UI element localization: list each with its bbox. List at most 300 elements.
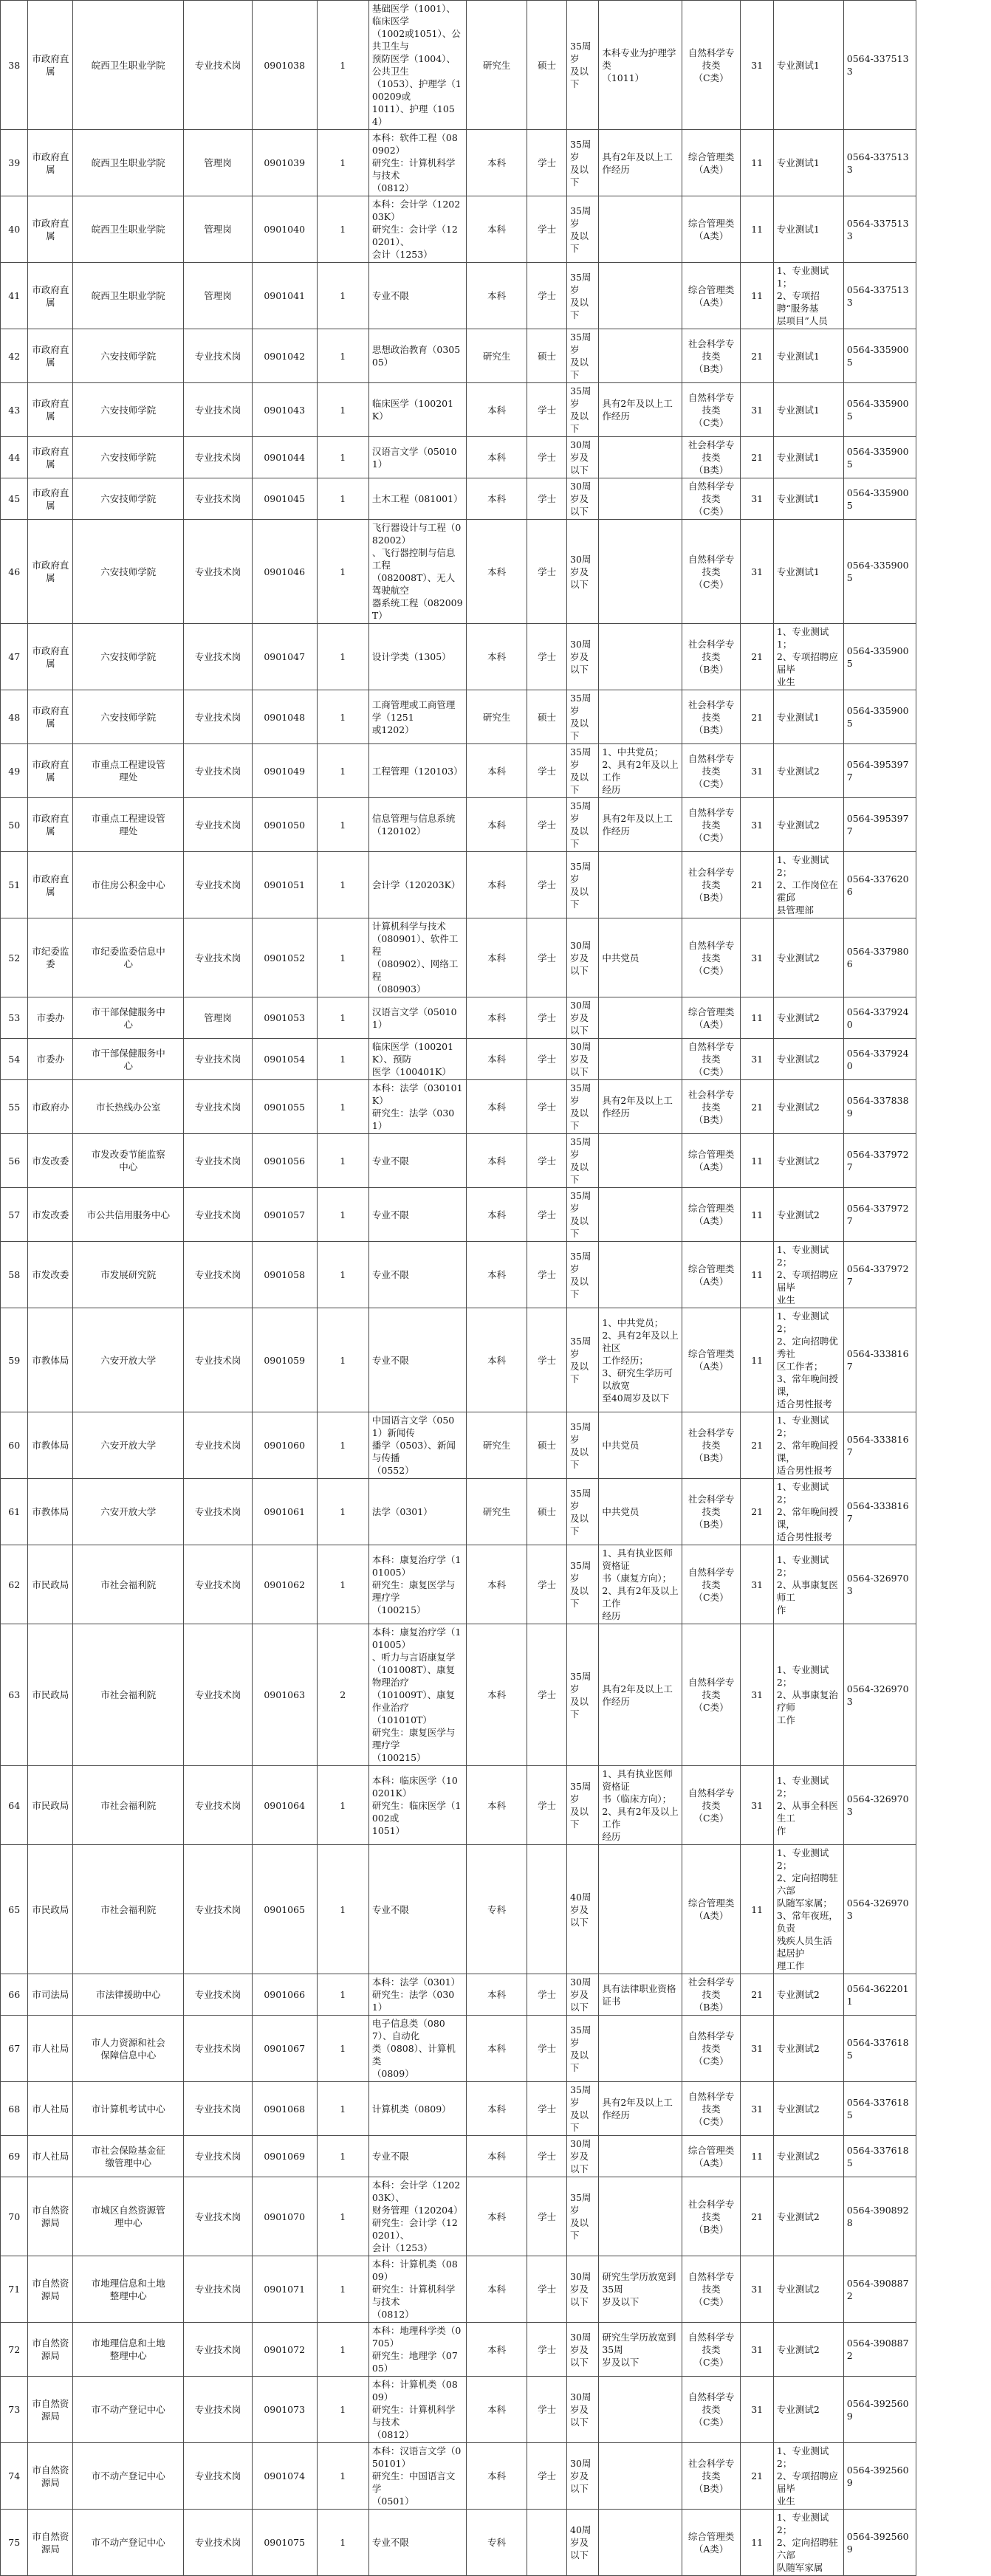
- cell-phone: 0564-3375133: [843, 263, 916, 329]
- cell-post-type: 专业技术岗: [184, 1308, 253, 1412]
- cell-post-code: 0901065: [252, 1845, 317, 1974]
- cell-exam-category: [682, 624, 741, 690]
- cell-exam-category-line: （C类）: [693, 2356, 729, 2368]
- cell-other-requirements: [599, 263, 682, 329]
- cell-headcount: 1: [317, 329, 368, 383]
- cell-remarks-line: 队随军家属；: [776, 1897, 832, 1909]
- table-row: [1, 2082, 991, 2136]
- cell-degree: 学士: [527, 2177, 567, 2256]
- cell-education: 本科: [467, 1080, 527, 1134]
- cell-category-code: 31: [741, 2323, 774, 2377]
- cell-exam-category-line: （C类）: [693, 964, 729, 976]
- cell-exam-category: [682, 329, 741, 383]
- table-row: [1, 918, 991, 997]
- cell-row-no: 68: [1, 2082, 28, 2136]
- cell-post-type: 专业技术岗: [184, 744, 253, 798]
- cell-age: [567, 1080, 599, 1134]
- cell-exam-category-line: 自然科学专技类: [687, 2271, 735, 2295]
- cell-phone: 0564-3269703: [843, 1845, 916, 1974]
- cell-age-line: 35周岁: [570, 41, 591, 64]
- cell-phone: 0564-3378389: [843, 1080, 916, 1134]
- cell-major: [368, 329, 466, 383]
- cell-remarks: [773, 1080, 843, 1134]
- cell-phone: 0564-3379240: [843, 1039, 916, 1080]
- cell-major-line: 计算机类（0809）: [371, 2103, 451, 2115]
- table-row: [1, 798, 991, 852]
- cell-hiring-unit-line: 市人力资源和社会: [91, 2036, 165, 2048]
- cell-major-line: 研究生：计算机科学与技术: [371, 157, 456, 181]
- cell-degree: 硕士: [527, 1412, 567, 1479]
- cell-post-code: 0901060: [252, 1412, 317, 1479]
- cell-other-requirements: [599, 1039, 682, 1080]
- cell-age: [567, 918, 599, 997]
- cell-post-type: 专业技术岗: [184, 1545, 253, 1624]
- cell-major: [368, 1766, 466, 1845]
- cell-remarks-line: 1、专业测试1；: [776, 265, 829, 289]
- cell-hiring-unit: [73, 997, 184, 1039]
- cell-exam-category-line: 综合管理类: [687, 2144, 735, 2156]
- cell-phone: 0564-3338167: [843, 1479, 916, 1545]
- cell-department: 市教体局: [28, 1412, 73, 1479]
- cell-hiring-unit: 市不动产登记中心: [73, 2443, 184, 2510]
- cell-row-no: 45: [1, 478, 28, 520]
- cell-major: [368, 478, 466, 520]
- cell-age-line: 及以下: [570, 1161, 589, 1185]
- cell-major-line: 会计学（120203K）: [371, 879, 461, 890]
- cell-other-requirements: [599, 1308, 682, 1412]
- cell-exam-category-line: 自然科学专技类: [687, 2090, 735, 2115]
- cell-remarks-line: 1、专业测试2；: [776, 1847, 829, 1871]
- cell-exam-category: [682, 2016, 741, 2082]
- cell-degree: 学士: [527, 2136, 567, 2177]
- cell-education: 本科: [467, 1039, 527, 1080]
- cell-department: 市政府直属: [28, 798, 73, 852]
- cell-row-no: 43: [1, 383, 28, 437]
- cell-age-line: 以下: [570, 664, 589, 675]
- cell-remarks: [773, 1974, 843, 2016]
- table-row: [1, 1412, 991, 1479]
- cell-post-code: 0901069: [252, 2136, 317, 2177]
- cell-hiring-unit: 皖西卫生职业学院: [73, 130, 184, 196]
- cell-headcount: 1: [317, 1242, 368, 1308]
- cell-exam-category: [682, 2136, 741, 2177]
- cell-exam-category-line: （A类）: [693, 1275, 729, 1287]
- cell-department: 市自然资源局: [28, 2443, 73, 2510]
- cell-phone: 0564-3622011: [843, 1974, 916, 2016]
- cell-exam-category: [682, 130, 741, 196]
- cell-other-requirements-line: （1011）: [602, 72, 645, 83]
- cell-exam-category-line: 自然科学专技类: [687, 2030, 735, 2054]
- cell-remarks: [773, 2323, 843, 2377]
- cell-age-line: 以下: [570, 2002, 589, 2013]
- cell-row-no: 69: [1, 2136, 28, 2177]
- cell-remarks-line: 专业测试2: [776, 1989, 820, 2000]
- cell-headcount: 1: [317, 1845, 368, 1974]
- cell-phone: 0564-3925609: [843, 2510, 916, 2576]
- cell-age-line: 30周岁及: [570, 439, 591, 463]
- cell-major-line: （0812）: [371, 182, 414, 193]
- cell-major-line: （080903）: [371, 983, 426, 995]
- cell-headcount: 1: [317, 383, 368, 437]
- cell-headcount: 1: [317, 1308, 368, 1412]
- cell-other-requirements: [599, 997, 682, 1039]
- cell-education: 本科: [467, 2256, 527, 2323]
- cell-education: 本科: [467, 478, 527, 520]
- cell-major: [368, 1188, 466, 1242]
- cell-degree: 学士: [527, 2256, 567, 2323]
- cell-post-code: 0901071: [252, 2256, 317, 2323]
- cell-other-requirements: [599, 383, 682, 437]
- cell-category-code: 11: [741, 2136, 774, 2177]
- table-row: [1, 437, 991, 478]
- cell-other-requirements: [599, 690, 682, 744]
- cell-age: [567, 1974, 599, 2016]
- cell-exam-category: [682, 1624, 741, 1766]
- cell-education: 本科: [467, 2136, 527, 2177]
- cell-age-line: 40周岁及: [570, 1891, 591, 1915]
- cell-department: 市政府直属: [28, 520, 73, 624]
- cell-age-line: 35周岁: [570, 138, 591, 162]
- cell-hiring-unit: 市社会福利院: [73, 1624, 184, 1766]
- cell-degree: 硕士: [527, 1, 567, 130]
- cell-exam-category: [682, 1242, 741, 1308]
- cell-major-line: 飞行器设计与工程（082002）: [371, 522, 462, 546]
- cell-remarks: [773, 2377, 843, 2443]
- cell-post-code: 0901058: [252, 1242, 317, 1308]
- cell-major-line: 会计（1253）: [371, 249, 433, 260]
- cell-exam-category: [682, 1, 741, 130]
- cell-major-line: 本科：法学（0301）: [371, 1976, 461, 1988]
- cell-hiring-unit: [73, 1039, 184, 1080]
- cell-major-line: （080901）、软件工程: [371, 933, 459, 957]
- cell-hiring-unit: [73, 798, 184, 852]
- cell-remarks: [773, 383, 843, 437]
- cell-exam-category-line: 综合管理类: [687, 217, 735, 229]
- cell-degree: 学士: [527, 130, 567, 196]
- cell-age-line: 及以下: [570, 1695, 589, 1720]
- cell-post-code: 0901041: [252, 263, 317, 329]
- cell-major-line: 基础医学（1001）、临床医学: [371, 3, 456, 27]
- cell-headcount: 1: [317, 2177, 368, 2256]
- cell-age-line: 35周岁: [570, 332, 591, 355]
- cell-remarks-line: 1、专业测试2；: [776, 1774, 829, 1799]
- cell-remarks-line: 专业测试1: [776, 493, 820, 504]
- cell-post-type: 专业技术岗: [184, 1766, 253, 1845]
- cell-education: 本科: [467, 1974, 527, 2016]
- cell-exam-category-line: （A类）: [693, 230, 729, 241]
- cell-major: [368, 2016, 466, 2082]
- cell-remarks: [773, 1845, 843, 1974]
- cell-exam-category-line: 综合管理类: [687, 151, 735, 162]
- cell-age-line: 35周岁: [570, 1136, 591, 1160]
- cell-hiring-unit-line: 市纪委监委信息中: [91, 946, 165, 957]
- cell-age: [567, 690, 599, 744]
- cell-major: [368, 437, 466, 478]
- cell-other-requirements: [599, 798, 682, 852]
- cell-row-no: 48: [1, 690, 28, 744]
- cell-row-no: 67: [1, 2016, 28, 2082]
- cell-other-requirements: [599, 437, 682, 478]
- cell-post-code: 0901039: [252, 130, 317, 196]
- cell-age-line: 30周岁及: [570, 481, 591, 504]
- cell-age: [567, 624, 599, 690]
- cell-post-code: 0901066: [252, 1974, 317, 2016]
- cell-post-type: 管理岗: [184, 130, 253, 196]
- cell-remarks: [773, 2082, 843, 2136]
- cell-degree: 学士: [527, 437, 567, 478]
- cell-other-requirements-line: 经历: [602, 1831, 621, 1842]
- cell-post-code: 0901061: [252, 1479, 317, 1545]
- cell-remarks-line: 1、专业测试2；: [776, 1553, 829, 1578]
- cell-row-no: 74: [1, 2443, 28, 2510]
- cell-hiring-unit: 六安技师学院: [73, 520, 184, 624]
- cell-exam-category: [682, 1188, 741, 1242]
- cell-age-line: 30周岁及: [570, 2271, 591, 2295]
- cell-remarks-line: 专业测试1: [776, 224, 820, 235]
- cell-degree: 学士: [527, 852, 567, 918]
- cell-row-no: 39: [1, 130, 28, 196]
- cell-other-requirements-line: 1、具有执业医师资格证: [602, 1768, 673, 1792]
- cell-major: [368, 918, 466, 997]
- cell-major-line: （0812）: [371, 2309, 414, 2320]
- cell-other-requirements: [599, 918, 682, 997]
- cell-hiring-unit: 皖西卫生职业学院: [73, 1, 184, 130]
- cell-department: 市政府直属: [28, 196, 73, 263]
- cell-exam-category: [682, 2323, 741, 2377]
- cell-remarks-line: 专业测试2: [776, 2404, 820, 2415]
- cell-exam-category-line: 综合管理类: [687, 1203, 735, 1214]
- cell-other-requirements-line: 研究生学历放宽到35周: [602, 2271, 676, 2295]
- cell-row-no: 64: [1, 1766, 28, 1845]
- cell-degree: 学士: [527, 1242, 567, 1308]
- cell-remarks-line: 2、从事全科医生工: [776, 1799, 838, 1824]
- cell-post-type: 专业技术岗: [184, 2177, 253, 2256]
- cell-age: [567, 1545, 599, 1624]
- cell-category-code: 31: [741, 2082, 774, 2136]
- cell-major: [368, 1545, 466, 1624]
- cell-other-requirements-line: 具有2年及以上工作经历: [602, 1683, 673, 1707]
- cell-post-type: 专业技术岗: [184, 1080, 253, 1134]
- cell-other-requirements: [599, 624, 682, 690]
- table-row: [1, 2016, 991, 2082]
- table-row: [1, 852, 991, 918]
- cell-age-line: 及以下: [570, 1446, 589, 1470]
- cell-education: 本科: [467, 1624, 527, 1766]
- cell-hiring-unit-line: 心: [123, 1018, 134, 1030]
- cell-age-line: 以下: [570, 2356, 589, 2368]
- cell-other-requirements: [599, 1134, 682, 1188]
- cell-exam-category: [682, 744, 741, 798]
- cell-phone: 0564-3379727: [843, 1134, 916, 1188]
- cell-major-line: 研究生：地理学（0705）: [371, 2350, 458, 2374]
- cell-exam-category-line: （B类）: [693, 892, 729, 903]
- cell-other-requirements: [599, 1479, 682, 1545]
- cell-category-code: 21: [741, 1080, 774, 1134]
- table-row: [1, 997, 991, 1039]
- table-row: [1, 2510, 991, 2576]
- cell-exam-category: [682, 1039, 741, 1080]
- cell-major-line: 本科：法学（030101K）: [371, 1082, 463, 1106]
- cell-phone: 0564-3379806: [843, 918, 916, 997]
- cell-headcount: 1: [317, 2136, 368, 2177]
- cell-remarks: [773, 1, 843, 130]
- cell-exam-category-line: （B类）: [693, 1519, 729, 1530]
- cell-exam-category-line: （B类）: [693, 2223, 729, 2235]
- cell-age: [567, 329, 599, 383]
- cell-department: 市政府办: [28, 1080, 73, 1134]
- table-row: [1, 1545, 991, 1624]
- cell-hiring-unit: 六安技师学院: [73, 437, 184, 478]
- cell-remarks-line: 专业测试1: [776, 566, 820, 577]
- cell-major-line: （1053）、护理学（100209或: [371, 78, 462, 102]
- cell-degree: 学士: [527, 2016, 567, 2082]
- cell-age: [567, 1412, 599, 1479]
- cell-post-code: 0901038: [252, 1, 317, 130]
- cell-exam-category-line: （A类）: [693, 1361, 729, 1372]
- cell-exam-category-line: （B类）: [693, 464, 729, 475]
- cell-age-line: 及以下: [570, 885, 589, 910]
- cell-major-line: 本科：会计学（120203K）: [371, 199, 461, 222]
- cell-category-code: 31: [741, 1766, 774, 1845]
- cell-exam-category-line: 自然科学专技类: [687, 553, 735, 577]
- cell-exam-category: [682, 2082, 741, 2136]
- cell-degree: 学士: [527, 918, 567, 997]
- cell-exam-category: [682, 1308, 741, 1412]
- cell-remarks-line: 业生: [776, 1294, 795, 1305]
- cell-age-line: 以下: [570, 1066, 589, 1077]
- cell-age-line: 及以下: [570, 1361, 589, 1384]
- cell-other-requirements: [599, 2323, 682, 2377]
- cell-age-line: 及以下: [570, 2217, 589, 2241]
- cell-degree: [527, 2510, 567, 2576]
- cell-remarks-line: 专业测试1: [776, 157, 820, 168]
- cell-post-code: 0901073: [252, 2377, 317, 2443]
- cell-phone: 0564-3925609: [843, 2377, 916, 2443]
- cell-age-line: 及以下: [570, 66, 589, 89]
- cell-category-code: 21: [741, 2443, 774, 2510]
- cell-major-line: （100215）: [371, 1604, 426, 1615]
- cell-other-requirements-line: 书（康复方向）；: [602, 1573, 672, 1584]
- cell-major-line: 类（0808）、计算机类: [371, 2043, 456, 2067]
- cell-other-requirements-line: 1、中共党员；: [602, 1316, 664, 1328]
- cell-post-type: 管理岗: [184, 997, 253, 1039]
- cell-remarks: [773, 852, 843, 918]
- cell-major-line: 研究生：临床医学（1002或: [371, 1799, 462, 1824]
- cell-major-line: 工程管理（120103）: [371, 765, 463, 777]
- cell-education: 研究生: [467, 329, 527, 383]
- cell-other-requirements: [599, 196, 682, 263]
- cell-post-code: 0901072: [252, 2323, 317, 2377]
- table-row: [1, 520, 991, 624]
- cell-major-line: 临床医学（100201K）: [371, 398, 454, 422]
- cell-age-line: 35周岁: [570, 1082, 591, 1106]
- cell-exam-category-line: 自然科学专技类: [687, 1566, 735, 1590]
- cell-remarks-line: 业生: [776, 676, 795, 687]
- cell-remarks-line: 2、专项招聘应届毕: [776, 1269, 838, 1293]
- cell-age-line: 30周岁及: [570, 553, 591, 577]
- cell-major-line: 专业不限: [371, 1903, 409, 1915]
- table-row: [1, 744, 991, 798]
- cell-age-line: 及以下: [570, 1107, 589, 1131]
- cell-major-line: （101009T）、康复作业治疗: [371, 1689, 456, 1713]
- cell-major: [368, 1412, 466, 1479]
- cell-exam-category-line: 综合管理类: [687, 2530, 735, 2542]
- cell-row-no: 52: [1, 918, 28, 997]
- cell-age-line: 35周岁: [570, 2192, 591, 2216]
- table-row: [1, 130, 991, 196]
- cell-department: 市民政局: [28, 1845, 73, 1974]
- cell-row-no: 53: [1, 997, 28, 1039]
- cell-major-line: 电子信息类（0807）、自动化: [371, 2018, 445, 2041]
- cell-category-code: 31: [741, 798, 774, 852]
- cell-major: [368, 1845, 466, 1974]
- cell-remarks: [773, 1242, 843, 1308]
- cell-age: [567, 1845, 599, 1974]
- cell-department: 市纪委监委: [28, 918, 73, 997]
- cell-phone: 0564-3338167: [843, 1308, 916, 1412]
- cell-category-code: 11: [741, 2510, 774, 2576]
- cell-headcount: 1: [317, 1479, 368, 1545]
- cell-age-line: 30周岁及: [570, 1976, 591, 2000]
- cell-phone: 0564-3359005: [843, 478, 916, 520]
- cell-headcount: 1: [317, 2377, 368, 2443]
- cell-age: [567, 263, 599, 329]
- cell-other-requirements: [599, 478, 682, 520]
- cell-exam-category: [682, 852, 741, 918]
- cell-other-requirements: [599, 2177, 682, 2256]
- cell-education: 本科: [467, 2177, 527, 2256]
- cell-post-type: 专业技术岗: [184, 1039, 253, 1080]
- cell-major-line: 研究生：会计学（120201）、: [371, 2217, 458, 2241]
- cell-age-line: 35周岁: [570, 1781, 591, 1804]
- cell-major-line: 研究生：法学（0301）: [371, 1989, 455, 2013]
- cell-major-line: 、飞行器控制与信息工程: [371, 547, 456, 571]
- cell-exam-category-line: （B类）: [693, 1113, 729, 1125]
- cell-hiring-unit: [73, 2256, 184, 2323]
- cell-remarks: [773, 2443, 843, 2510]
- cell-post-code: 0901047: [252, 624, 317, 690]
- cell-remarks-line: 2、专项招聘应届毕: [776, 651, 838, 675]
- cell-education: 本科: [467, 520, 527, 624]
- cell-age-line: 以下: [570, 1916, 589, 1928]
- cell-age-line: 35周岁: [570, 2024, 591, 2048]
- cell-phone: 0564-3359005: [843, 383, 916, 437]
- cell-post-code: 0901052: [252, 918, 317, 997]
- cell-age-line: 35周岁: [570, 800, 591, 824]
- cell-exam-category: [682, 2443, 741, 2510]
- cell-department: 市人社局: [28, 2016, 73, 2082]
- cell-exam-category: [682, 383, 741, 437]
- cell-post-type: 专业技术岗: [184, 1188, 253, 1242]
- cell-exam-category-line: （B类）: [693, 1452, 729, 1463]
- cell-major-line: （100215）: [371, 1752, 426, 1763]
- cell-other-requirements: [599, 2256, 682, 2323]
- cell-headcount: 1: [317, 437, 368, 478]
- cell-age-line: 30周岁及: [570, 939, 591, 964]
- cell-major-line: （0809）: [371, 2068, 414, 2079]
- cell-hiring-unit: 六安技师学院: [73, 383, 184, 437]
- cell-post-type: 专业技术岗: [184, 2377, 253, 2443]
- cell-department: 市自然资源局: [28, 2256, 73, 2323]
- cell-major: [368, 2443, 466, 2510]
- cell-hiring-unit: 市社会福利院: [73, 1545, 184, 1624]
- cell-hiring-unit: [73, 1134, 184, 1188]
- cell-major-line: 1051）: [371, 1824, 405, 1836]
- cell-other-requirements-line: 3、研究生学历可以放宽: [602, 1367, 673, 1391]
- cell-degree: 学士: [527, 997, 567, 1039]
- cell-remarks-line: 2、定向招聘驻六部: [776, 1872, 838, 1896]
- cell-remarks-line: 专业测试2: [776, 2103, 820, 2115]
